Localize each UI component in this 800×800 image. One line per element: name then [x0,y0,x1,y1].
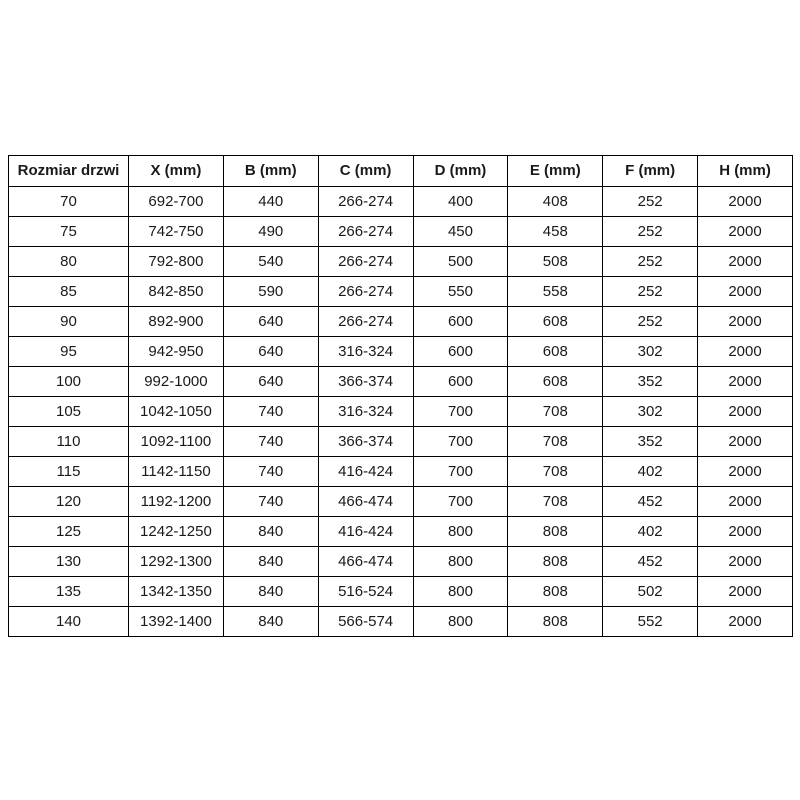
dimension-cell: 2000 [698,487,793,517]
dimension-cell: 608 [508,337,603,367]
door-size-cell: 95 [9,337,129,367]
column-header-rozmiar-drzwi: Rozmiar drzwi [9,156,129,187]
table-row [9,577,793,607]
dimension-cell: 808 [508,547,603,577]
dimension-cell: 266-274 [318,277,413,307]
dimension-cell: 540 [223,247,318,277]
table-row [9,337,793,367]
table-row [9,427,793,457]
dimension-cell: 252 [603,187,698,217]
dimension-cell: 302 [603,337,698,367]
dimension-cell: 2000 [698,427,793,457]
dimension-cell: 550 [413,277,508,307]
door-size-cell: 130 [9,547,129,577]
dimension-cell: 252 [603,217,698,247]
door-size-cell: 105 [9,397,129,427]
dimension-cell: 590 [223,277,318,307]
door-size-cell: 90 [9,307,129,337]
dimension-cell: 400 [413,187,508,217]
door-size-table [8,155,793,637]
table-row [9,607,793,637]
dimension-cell: 552 [603,607,698,637]
door-size-cell: 140 [9,607,129,637]
dimension-cell: 708 [508,457,603,487]
column-header-e-mm: E (mm) [508,156,603,187]
dimension-cell: 800 [413,607,508,637]
dimension-cell: 840 [223,547,318,577]
dimension-cell: 1092-1100 [129,427,224,457]
dimension-cell: 708 [508,397,603,427]
dimension-cell: 640 [223,337,318,367]
dimension-cell: 2000 [698,517,793,547]
dimension-cell: 2000 [698,187,793,217]
dimension-cell: 266-274 [318,217,413,247]
dimension-cell: 252 [603,307,698,337]
column-header-b-mm: B (mm) [223,156,318,187]
dimension-cell: 892-900 [129,307,224,337]
dimension-cell: 490 [223,217,318,247]
dimension-cell: 2000 [698,397,793,427]
dimension-cell: 266-274 [318,187,413,217]
dimension-cell: 700 [413,457,508,487]
dimension-cell: 1042-1050 [129,397,224,427]
table-row [9,547,793,577]
dimension-cell: 708 [508,427,603,457]
dimension-cell: 708 [508,487,603,517]
table-body [9,187,793,637]
dimension-cell: 252 [603,247,698,277]
dimension-cell: 808 [508,517,603,547]
dimension-cell: 1192-1200 [129,487,224,517]
dimension-cell: 302 [603,397,698,427]
dimension-cell: 252 [603,277,698,307]
dimension-cell: 800 [413,547,508,577]
table-row [9,247,793,277]
dimension-cell: 402 [603,457,698,487]
dimension-cell: 692-700 [129,187,224,217]
dimension-cell: 2000 [698,277,793,307]
dimension-cell: 450 [413,217,508,247]
dimension-cell: 840 [223,577,318,607]
dimension-cell: 1392-1400 [129,607,224,637]
dimension-cell: 2000 [698,307,793,337]
door-size-cell: 80 [9,247,129,277]
dimension-cell: 366-374 [318,427,413,457]
dimension-cell: 2000 [698,217,793,247]
dimension-cell: 2000 [698,607,793,637]
dimension-cell: 740 [223,397,318,427]
dimension-cell: 416-424 [318,517,413,547]
dimension-cell: 352 [603,367,698,397]
dimension-cell: 266-274 [318,307,413,337]
dimension-cell: 2000 [698,367,793,397]
dimension-cell: 808 [508,577,603,607]
dimension-cell: 600 [413,337,508,367]
dimension-cell: 1242-1250 [129,517,224,547]
dimension-cell: 1292-1300 [129,547,224,577]
dimension-cell: 266-274 [318,247,413,277]
dimension-cell: 316-324 [318,397,413,427]
dimension-cell: 808 [508,607,603,637]
table-row [9,517,793,547]
dimension-cell: 408 [508,187,603,217]
dimension-cell: 942-950 [129,337,224,367]
dimension-cell: 800 [413,577,508,607]
table-row [9,187,793,217]
dimension-cell: 740 [223,427,318,457]
column-header-f-mm: F (mm) [603,156,698,187]
dimension-cell: 792-800 [129,247,224,277]
table-header [9,156,793,187]
dimension-cell: 740 [223,487,318,517]
table-row [9,307,793,337]
dimension-cell: 508 [508,247,603,277]
dimension-cell: 452 [603,547,698,577]
door-size-cell: 100 [9,367,129,397]
dimension-cell: 500 [413,247,508,277]
dimension-cell: 640 [223,367,318,397]
dimension-cell: 516-524 [318,577,413,607]
column-header-h-mm: H (mm) [698,156,793,187]
column-header-x-mm: X (mm) [129,156,224,187]
dimension-cell: 416-424 [318,457,413,487]
dimension-cell: 466-474 [318,547,413,577]
dimension-cell: 352 [603,427,698,457]
dimension-cell: 800 [413,517,508,547]
dimension-cell: 640 [223,307,318,337]
table-row [9,487,793,517]
dimension-cell: 402 [603,517,698,547]
table-row [9,277,793,307]
door-size-cell: 85 [9,277,129,307]
door-size-cell: 110 [9,427,129,457]
dimension-cell: 600 [413,307,508,337]
door-size-cell: 70 [9,187,129,217]
table-row [9,397,793,427]
dimension-cell: 316-324 [318,337,413,367]
dimension-cell: 2000 [698,547,793,577]
header-row [9,156,793,187]
dimension-cell: 840 [223,607,318,637]
dimension-cell: 608 [508,307,603,337]
dimension-cell: 608 [508,367,603,397]
dimension-cell: 600 [413,367,508,397]
dimension-cell: 700 [413,427,508,457]
dimension-cell: 842-850 [129,277,224,307]
dimension-cell: 2000 [698,247,793,277]
dimension-cell: 1342-1350 [129,577,224,607]
door-size-cell: 115 [9,457,129,487]
door-size-cell: 120 [9,487,129,517]
dimension-cell: 2000 [698,337,793,367]
table-row [9,367,793,397]
dimension-cell: 700 [413,397,508,427]
dimension-cell: 558 [508,277,603,307]
table-row [9,457,793,487]
door-size-cell: 135 [9,577,129,607]
door-size-cell: 125 [9,517,129,547]
column-header-d-mm: D (mm) [413,156,508,187]
dimension-cell: 840 [223,517,318,547]
dimension-cell: 1142-1150 [129,457,224,487]
dimension-cell: 992-1000 [129,367,224,397]
dimension-cell: 452 [603,487,698,517]
dimension-cell: 440 [223,187,318,217]
dimension-cell: 502 [603,577,698,607]
dimension-cell: 740 [223,457,318,487]
dimension-cell: 366-374 [318,367,413,397]
dimension-cell: 566-574 [318,607,413,637]
table-row [9,217,793,247]
dimension-cell: 2000 [698,577,793,607]
dimension-cell: 458 [508,217,603,247]
door-size-cell: 75 [9,217,129,247]
dimension-cell: 2000 [698,457,793,487]
dimension-cell: 466-474 [318,487,413,517]
dimension-cell: 700 [413,487,508,517]
dimension-cell: 742-750 [129,217,224,247]
column-header-c-mm: C (mm) [318,156,413,187]
